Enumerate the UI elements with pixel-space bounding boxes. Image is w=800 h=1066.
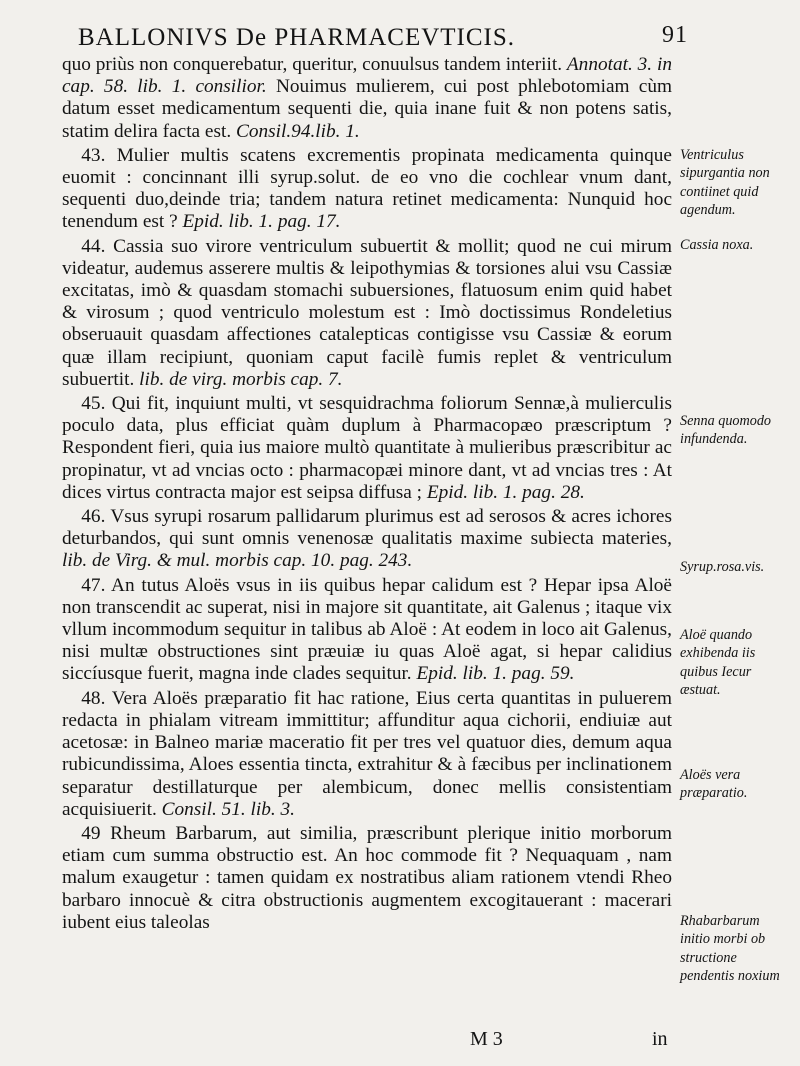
margin-note-aloe-exhibenda: Aloë quando exhibenda iis quibus Iecur æstuat. [680,627,756,698]
paragraph-number: 47. [81,574,106,596]
paragraph-text: Mulier multis scatens excrementis propinata medicamenta quinque euomit : concinnant illi syrup.solut. de eo vno die cochlear vnum dant, sequenti duo,deinde tria; tandem natura retinet medicamenta: Nunquid hoc tenendum est ? [62,144,672,233]
paragraph-text: Rheum Barbarum, aut similia, præscribunt plerique initio morborum etiam cum summa obstructio est. An hoc commode fit ? Nequaquam , nam malum exaugetur : tamen quidam ex nostratibus aliam rationem vtendi Rheo barbaro innocuè & citra obstructionis augmentem excogitauerant : macerari iubent eius taleolas [62,822,672,933]
citation: Annotat. 3. in cap. 58. lib. 1. consilior. [62,54,672,98]
margin-note-cassia: Cassia noxa. [680,237,754,253]
paragraph-text: Vsus syrupi rosarum pallidarum plurimus est ad serosos & acres ichores deturbandos, qui sunt omnis venenosæ qualitatis maxime subiecta materies, [62,506,672,550]
citation: Consil. 51. lib. 3. [161,798,295,820]
paragraph-text: quo priùs non conquerebatur, queritur, conuulsus tandem interiit. [62,54,567,75]
paragraph-text: Vera Aloës præparatio fit hac ratione, Eius certa quantitas in puluerem redacta in phialam vitream immittitur; affunditur aqua cichorii, endiuiæ aut acetosæ: in Balneo mariæ maceratio fit per tres vel quatuor dies, demum aqua rubicundissima, Aloes essentia tincta, extrahitur & à fæcibus per inclinationem separatur destillaturque per alembicum, donec mellis consistentiam acquisiuerit. [62,687,672,820]
catchword: in [652,1028,668,1050]
paragraph-text: Nouimus mulierem, cui post phlebotomiam cùm datum esset medicamentum sequenti die, quia inane fuit & non potens satis, statim delira facta est. [62,76,672,142]
citation: Epid. lib. 1. pag. 17. [182,211,341,233]
paragraph-44 [62,236,672,391]
paragraph-text: Cassia suo virore ventriculum subuertit & mollit; quod ne cui mirum videatur, audemus asserere multis & leipothymias & torsiones alui vsu Cassiæ excitatas, imò & quasdam stomachi subuersiones, flatuosum enim quid habet & virosum ; quod ventriculo molestum est : Imò doctissimus Rondeletius obseruauit quasdam affectiones catalepticas contigisse vsu Cassiæ & eorum quæ illam recipiunt, quoniam caput facilè fumis replet & ventriculum subuertit. [62,235,672,390]
paragraph-46 [62,506,672,573]
paragraph-48 [62,688,672,821]
margin-note-senna: Senna quomodo infundenda. [680,413,772,448]
margin-note-rhabarbarum: Rhabarbarum initio morbi ob structione pendentis noxium [680,913,780,984]
signature-mark: M 3 [470,1028,503,1050]
paragraph-45 [62,393,672,504]
paragraph-number: 46. [81,506,106,528]
citation: Epid. lib. 1. pag. 28. [426,481,585,503]
running-header [70,22,688,54]
page-number: 91 [662,22,688,48]
paragraph-49 [62,823,672,934]
paragraph-number: 49 [81,822,101,844]
running-title: BALLONIVS De PHARMACEVTICIS. [78,24,516,51]
citation: Epid. lib. 1. pag. 59. [416,663,575,685]
paragraph-47 [62,575,672,686]
margin-note-ventriculus: Ventriculus sipurgantia non contiinet quid agendum. [680,147,770,218]
citation: Consil.94.lib. 1. [236,120,360,142]
paragraph-43 [62,145,672,234]
paragraph-number: 45. [81,393,106,415]
margin-note-syrupus: Syrup.rosa.vis. [680,559,765,575]
margin-note-aloe-praeparatio: Aloës vera præparatio. [680,767,748,802]
paragraph-number: 44. [81,235,106,257]
paragraph-text: Qui fit, inquiunt multi, vt sesquidrachma foliorum Sennæ,à mulierculis poculo data, plus efficiat quàm duplum à Pharmacopæo præscriptum ? Respondent fieri, quia ius maiore multò quantitate à mulieribus præscribitur ac propinatur, vt ad vncias octo : pharmacopæi minore dant, vt ad vncias tres : At dices virtus contracta major est seipsa diffusa ; [62,393,672,503]
paragraph-number: 48. [81,687,106,709]
main-text-block [62,54,672,936]
paragraph-number: 43. [81,144,106,166]
paragraph-text: An tutus Aloës vsus in iis quibus hepar calidum est ? Hepar ipsa Aloë non transcendit ac superat, nisi in majore sit quantitate, ait Galenus ; itaque vix vllum incommodum sequitur in talibus ab Aloë : At eodem in loco ait Galenus, nisi multæ obstructiones sint præuiæ iu quas Aloë agat, si hepar calidius siccíusque fuerit, magna inde clades sequitur. [62,574,672,685]
citation: lib. de Virg. & mul. morbis cap. 10. pag. 243. [62,550,413,572]
citation: lib. de virg. morbis cap. 7. [139,368,343,390]
paragraph-continuation [62,54,672,143]
